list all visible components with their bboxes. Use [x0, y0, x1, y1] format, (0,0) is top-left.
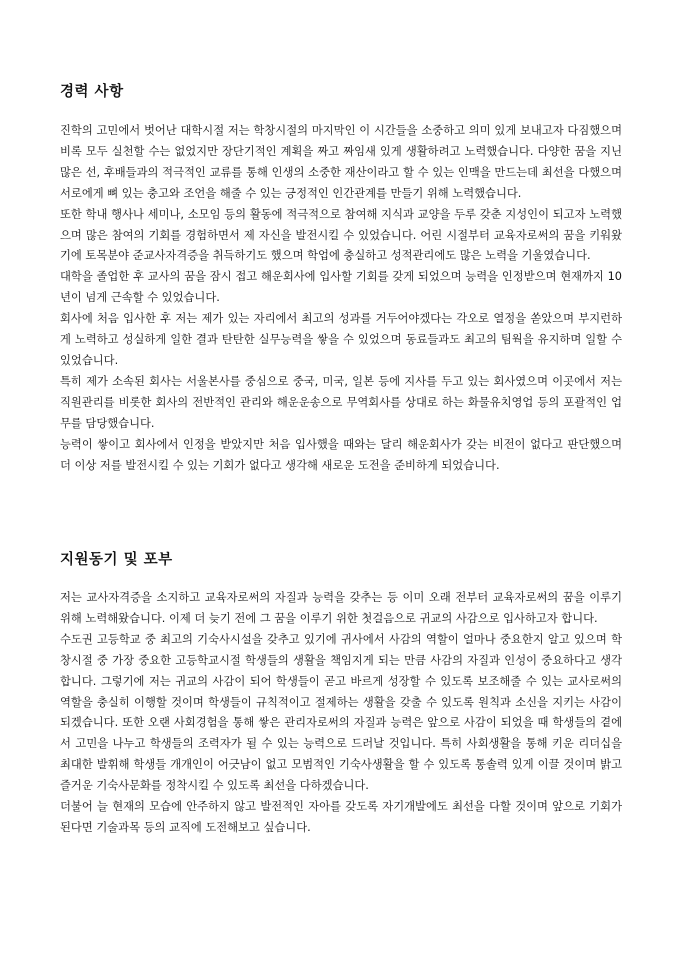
- section-title-career: 경력 사항: [60, 84, 124, 100]
- paragraph: 대학을 졸업한 후 교사의 꿈을 잠시 접고 해운회사에 입사할 기회를 갖게 되었으며 능력을 인정받으며 현재까지 10년이 넘게 근속할 수 있었습니다.: [60, 270, 622, 305]
- section-body-career: [60, 121, 622, 476]
- section-title-motive: 지원동기 및 포부: [60, 552, 173, 568]
- paragraph: 특히 제가 소속된 회사는 서울본사를 중심으로 중국, 미국, 일본 등에 지사를 두고 있는 회사였으며 이곳에서 저는 직원관리를 비롯한 회사의 전반적인 관리와 해운운송으로 무역회사를 상대로 하는 화물유치영업 등의 포괄적인 업무를 담당했습니다.: [60, 374, 622, 430]
- paragraph: 수도권 고등학교 중 최고의 기숙사시설을 갖추고 있기에 귀사에서 사감의 역할이 얼마나 중요한지 알고 있으며 학창시절 중 가장 중요한 고등학교시절 학생들의 생활을 책임지게 되는 만큼 사감의 자질과 인성이 중요하다고 생각합니다. 그렇기에 저는 귀교의 사감이 되어 학생들이 곧고 바르게 성장할 수 있도록 보조해줄 수 있는 교사로써의 역할을 충실히 이행할 것이며 학생들이 규칙적이고 절제하는 생활을 갖출 수 있도록 원칙과 소신을 지키는 사감이 되겠습니다. 또한 오랜 사회경험을 통해 쌓은 관리자로써의 자질과 능력은 앞으로 사감이 되었을 때 학생들의 곁에서 고민을 나누고 학생들의 조력자가 될 수 있는 능력으로 드러날 것입니다. 특히 사회생활을 통해 키운 리더십을 최대한 발휘해 학생들 개개인이 어긋남이 없고 모범적인 기숙사생활을 할 수 있도록 통솔력 있게 이끌 것이며 밝고 즐거운 기숙사문화를 정착시킬 수 있도록 최선을 다하겠습니다.: [60, 632, 622, 793]
- section-body-motive: [60, 588, 622, 839]
- paragraph: 회사에 처음 입사한 후 저는 제가 있는 자리에서 최고의 성과를 거두어야겠다는 각오로 열정을 쏟았으며 부지런하게 노력하고 성실하게 일한 결과 탄탄한 실무능력을 쌓을 수 있었으며 동료들과도 최고의 팀웍을 유지하며 일할 수 있었습니다.: [60, 312, 622, 367]
- paragraph: 저는 교사자격증을 소지하고 교육자로써의 자질과 능력을 갖추는 등 이미 오래 전부터 교육자로써의 꿈을 이루기 위해 노력해왔습니다. 이제 더 늦기 전에 그 꿈을 이루기 위한 첫걸음으로 귀교의 사감으로 입사하고자 합니다.: [60, 591, 622, 625]
- paragraph: 또한 학내 행사나 세미나, 소모임 등의 활동에 적극적으로 참여해 지식과 교양을 두루 갖춘 지성인이 되고자 노력했으며 많은 참여의 기회를 경험하면서 제 자신을 발전시킬 수 있었습니다. 어린 시절부터 교육자로써의 꿈을 키워왔기에 토목분야 준교사자격증을 취득하기도 했으며 학업에 충실하고 성적관리에도 많은 노력을 기울였습니다.: [60, 207, 622, 263]
- paragraph: 더불어 늘 현재의 모습에 안주하지 않고 발전적인 자아를 갖도록 자기개발에도 최선을 다할 것이며 앞으로 기회가 된다면 기술과목 등의 교직에 도전해보고 싶습니다.: [60, 800, 622, 834]
- paragraph: 진학의 고민에서 벗어난 대학시절 저는 학창시절의 마지막인 이 시간들을 소중하고 의미 있게 보내고자 다짐했으며 비록 모두 실천할 수는 없었지만 장단기적인 계획을 짜고 짜임새 있게 생활하려고 노력했습니다. 다양한 꿈을 지닌 많은 선, 후배들과의 적극적인 교류를 통해 인생의 소중한 재산이라고 할 수 있는 인맥을 만드는데 최선을 다했으며 서로에게 뼈 있는 충고와 조언을 해줄 수 있는 긍정적인 인간관계를 만들기 위해 노력했습니다.: [60, 124, 622, 200]
- paragraph: 능력이 쌓이고 회사에서 인정을 받았지만 처음 입사했을 때와는 달리 해운회사가 갖는 비전이 없다고 판단했으며 더 이상 저를 발전시킬 수 있는 기회가 없다고 생각해 새로운 도전을 준비하게 되었습니다.: [60, 437, 622, 472]
